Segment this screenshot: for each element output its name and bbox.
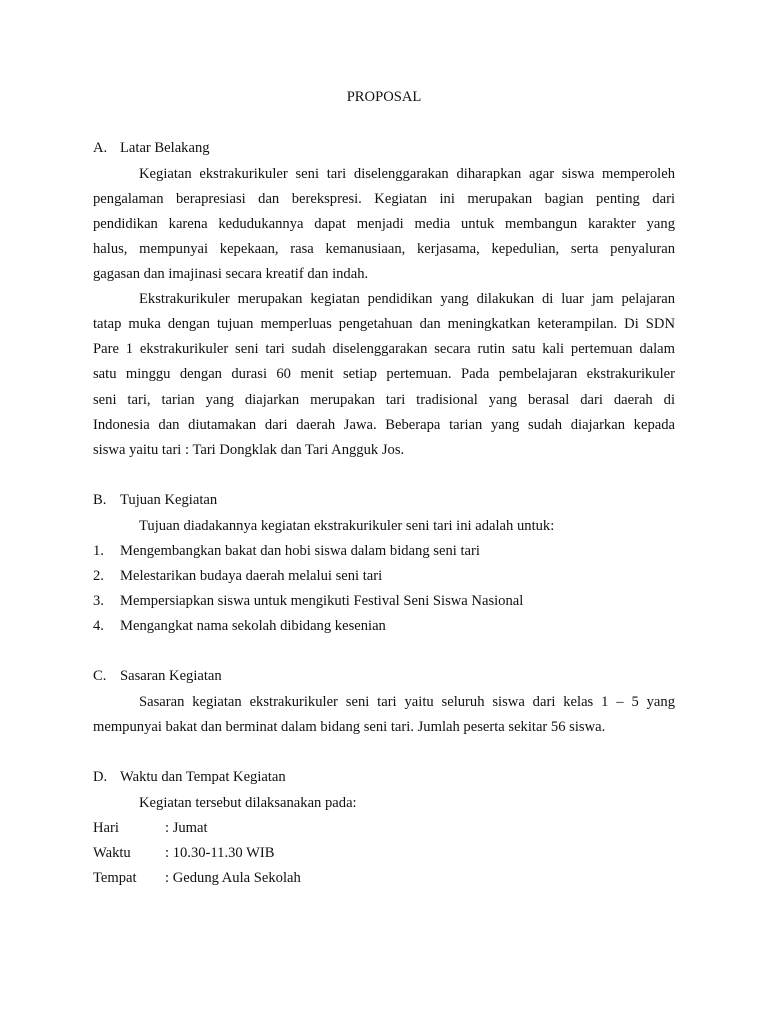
detail-label-hari: Hari bbox=[93, 820, 119, 836]
paragraph-line: mempunyai bakat dan berminat dalam bidang seni tari. Jumlah peserta sekitar 56 siswa. bbox=[93, 719, 606, 735]
paragraph-line: Pare 1 ekstrakurikuler seni tari sudah diselenggarakan secara rutin satu kali pertemuan dalam bbox=[93, 341, 675, 357]
list-item-number: 1. bbox=[93, 543, 104, 559]
paragraph-line: Ekstrakurikuler merupakan kegiatan pendidikan yang dilakukan di luar jam pelajaran bbox=[139, 291, 675, 307]
list-item: Mempersiapkan siswa untuk mengikuti Festival Seni Siswa Nasional bbox=[120, 593, 524, 609]
detail-value-tempat: : Gedung Aula Sekolah bbox=[165, 870, 301, 886]
list-item-number: 2. bbox=[93, 568, 104, 584]
list-item-number: 3. bbox=[93, 593, 104, 609]
section-d-intro: Kegiatan tersebut dilaksanakan pada: bbox=[139, 795, 357, 811]
section-b-letter: B. bbox=[93, 492, 107, 508]
paragraph-line: Indonesia dan diutamakan dari daerah Jawa. Beberapa tarian yang sudah diajarkan kepada bbox=[93, 417, 675, 433]
document-title: PROPOSAL bbox=[346, 89, 422, 105]
section-c-heading: Sasaran Kegiatan bbox=[120, 668, 222, 684]
paragraph-line: pengalaman berapresiasi dan berekspresi. Kegiatan ini merupakan bagian penting dari bbox=[93, 191, 675, 207]
section-a-heading: Latar Belakang bbox=[120, 140, 210, 156]
paragraph-line: seni tari, tarian yang diajarkan merupakan tari tradisional yang berasal dari daerah di bbox=[93, 392, 675, 408]
section-d-heading: Waktu dan Tempat Kegiatan bbox=[120, 769, 286, 785]
paragraph-line: satu minggu dengan durasi 60 menit setiap pertemuan. Pada pembelajaran ekstrakurikuler bbox=[93, 366, 675, 382]
detail-value-hari: : Jumat bbox=[165, 820, 208, 836]
detail-value-waktu: : 10.30-11.30 WIB bbox=[165, 845, 275, 861]
detail-label-waktu: Waktu bbox=[93, 845, 131, 861]
paragraph-line: gagasan dan imajinasi secara kreatif dan indah. bbox=[93, 266, 369, 282]
list-item: Mengangkat nama sekolah dibidang kesenian bbox=[120, 618, 386, 634]
paragraph-line: Sasaran kegiatan ekstrakurikuler seni tari yaitu seluruh siswa dari kelas 1 – 5 yang bbox=[139, 694, 675, 710]
section-d-letter: D. bbox=[93, 769, 108, 785]
paragraph-line: halus, mempunyai kepekaan, rasa kemanusiaan, kerjasama, kepedulian, serta penyaluran bbox=[93, 241, 675, 257]
section-b-heading: Tujuan Kegiatan bbox=[120, 492, 218, 508]
list-item-number: 4. bbox=[93, 618, 104, 634]
section-a-letter: A. bbox=[93, 140, 108, 156]
section-c-letter: C. bbox=[93, 668, 107, 684]
paragraph-line: tatap muka dengan tujuan memperluas pengetahuan dan meningkatkan keterampilan. Di SDN bbox=[93, 316, 675, 332]
paragraph-line: siswa yaitu tari : Tari Dongklak dan Tari Angguk Jos. bbox=[93, 442, 405, 458]
paragraph-line: pendidikan karena kedudukannya dapat menjadi media untuk membangun karakter yang bbox=[93, 216, 675, 232]
detail-label-tempat: Tempat bbox=[93, 870, 137, 886]
list-item: Mengembangkan bakat dan hobi siswa dalam bidang seni tari bbox=[120, 543, 480, 559]
paragraph-line: Kegiatan ekstrakurikuler seni tari diselenggarakan diharapkan agar siswa memperoleh bbox=[139, 166, 675, 182]
section-b-intro: Tujuan diadakannya kegiatan ekstrakurikuler seni tari ini adalah untuk: bbox=[139, 518, 555, 534]
list-item: Melestarikan budaya daerah melalui seni tari bbox=[120, 568, 383, 584]
